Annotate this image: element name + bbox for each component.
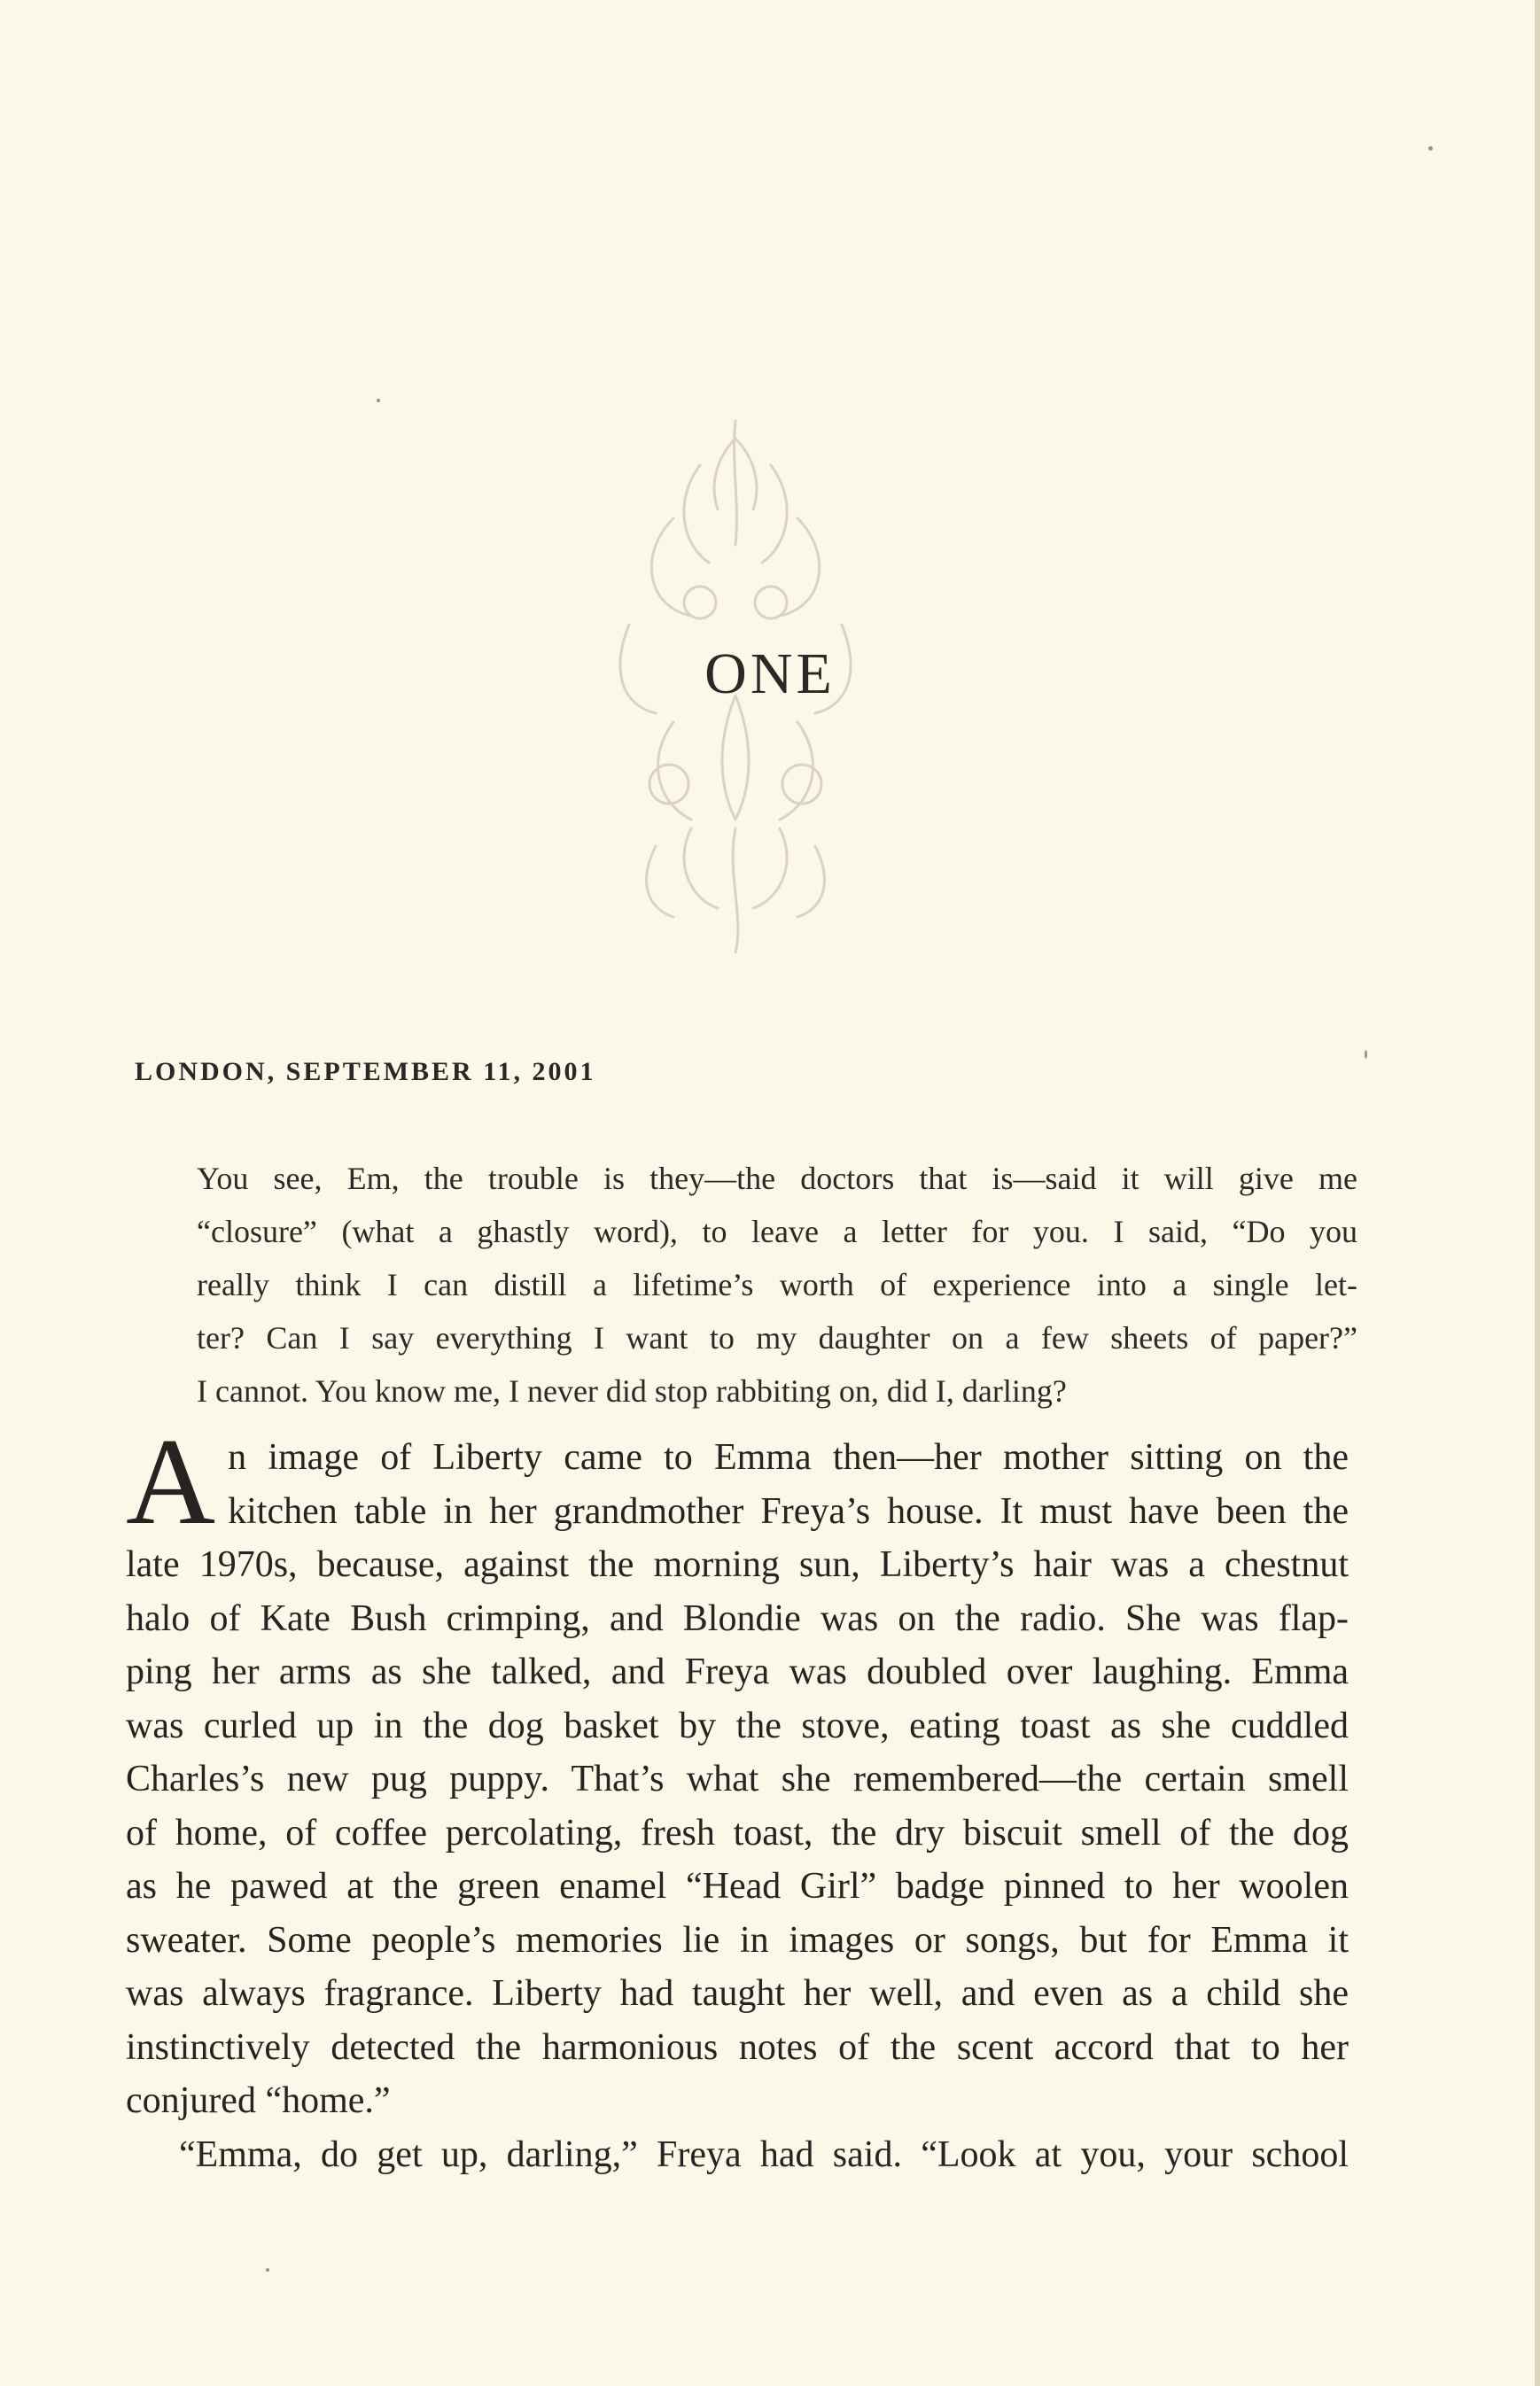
body-line: sweater. Some people’s memories lie in images or songs, but for Emma it — [126, 1919, 1349, 1961]
body-line-paragraph-2: “Emma, do get up, darling,” Freya had said. “Look at you, your school — [179, 2133, 1349, 2175]
body-line: as he pawed at the green enamel “Head Girl” badge pinned to her woolen — [126, 1866, 1349, 1907]
letter-line: ter? Can I say everything I want to my daughter on a few sheets of paper?” — [197, 1320, 1357, 1356]
letter-line: “closure” (what a ghastly word), to leave a letter for you. I said, “Do you — [197, 1214, 1357, 1249]
paper-speck — [1428, 146, 1433, 151]
body-line: was curled up in the dog basket by the stove, eating toast as she cuddled — [126, 1705, 1349, 1746]
page-edge — [1535, 0, 1540, 2386]
chapter-title: ONE — [704, 641, 836, 706]
body-line: ping her arms as she talked, and Freya was doubled over laughing. Emma — [126, 1652, 1349, 1692]
body-line: kitchen table in her grandmother Freya’s house. It must have been the — [228, 1490, 1349, 1532]
body-line: instinctively detected the harmonious notes of the scent accord that to her — [126, 2026, 1349, 2068]
paper-speck — [266, 2268, 269, 2272]
drop-cap: A — [126, 1413, 216, 1551]
letter-line: You see, Em, the trouble is they—the doctors that is—said it will give me — [197, 1161, 1357, 1196]
body-line: n image of Liberty came to Emma then—her mother sitting on the — [228, 1437, 1349, 1478]
paper-speck — [377, 399, 380, 402]
body-line: of home, of coffee percolating, fresh toast, the dry biscuit smell of the dog — [126, 1812, 1349, 1854]
body-line: was always fragrance. Liberty had taught her well, and even as a child she — [126, 1973, 1349, 2014]
paper-speck — [1365, 1050, 1367, 1059]
letter-excerpt — [197, 1152, 1357, 1418]
letter-line: I cannot. You know me, I never did stop rabbiting on, did I, darling? — [197, 1373, 1067, 1409]
letter-line: really think I can distill a lifetime’s worth of experience into a single let- — [197, 1267, 1357, 1302]
body-line: conjured “home.” — [126, 2080, 391, 2121]
body-line: Charles’s new pug puppy. That’s what she remembered—the certain smell — [126, 1759, 1349, 1799]
dateline: LONDON, SEPTEMBER 11, 2001 — [135, 1057, 596, 1086]
body-line: halo of Kate Bush crimping, and Blondie was on the radio. She was flap- — [126, 1597, 1349, 1639]
body-line: late 1970s, because, against the morning sun, Liberty’s hair was a chestnut — [126, 1544, 1349, 1585]
body-paragraph — [126, 1413, 1349, 2181]
